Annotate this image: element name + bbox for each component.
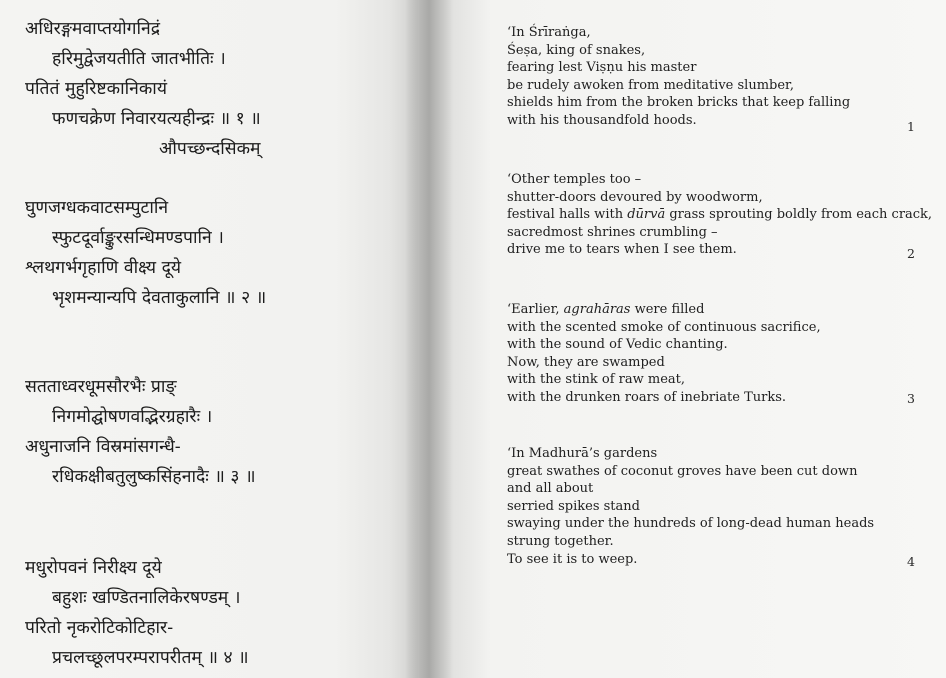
verse-number-3: 3 bbox=[907, 391, 915, 406]
english-verse-2-line bbox=[507, 206, 933, 224]
english-verse-1-line: with his thousandfold hoods. bbox=[507, 112, 697, 128]
sanskrit-verse-3-line-2: निगमोद्घोषणवद्भिरग्रहारैः । bbox=[52, 407, 213, 427]
english-verse-4-line: To see it is to weep. bbox=[507, 551, 638, 567]
english-verse-1-line: ‘In Śrīraṅga, bbox=[507, 25, 591, 40]
sanskrit-verse-1-line-2: हरिमुद्वेजयतीति जातभीतिः । bbox=[52, 49, 226, 69]
book-gutter bbox=[405, 0, 453, 678]
sanskrit-verse-3-line-4: रधिकक्षीबतुलुष्कसिंहनादैः ॥ ३ ॥ bbox=[52, 467, 256, 487]
verse-number-4: 4 bbox=[907, 554, 915, 569]
english-verse-4-line: and all about bbox=[507, 481, 594, 497]
english-verse-1-line: be rudely awoken from meditative slumber, bbox=[507, 77, 794, 93]
english-verse-1-line: shields him from the broken bricks that keep falling bbox=[507, 95, 851, 111]
sanskrit-verse-4-line-1: मधुरोपवनं निरीक्ष्य दूये bbox=[25, 558, 162, 578]
english-verse-4-line: serried spikes stand bbox=[507, 498, 640, 514]
english-verse-2-line: sacredmost shrines crumbling – bbox=[507, 224, 718, 240]
english-verse-1-line: Śeṣa, king of snakes, bbox=[507, 42, 646, 58]
sanskrit-verse-2-line-2: स्फुटदूर्वाङ्कुरसन्धिमण्डपानि । bbox=[52, 228, 224, 248]
english-verse-3-line: with the drunken roars of inebriate Turks. bbox=[507, 389, 787, 405]
english-verse-2-text: grass sprouting boldly from each crack, bbox=[665, 207, 933, 223]
sanskrit-verse-2-line-4: भृशमन्यान्यपि देवताकुलानि ॥ २ ॥ bbox=[52, 288, 267, 308]
sanskrit-verse-3-line-3: अधुनाजनि विस्रमांसगन्धै- bbox=[25, 437, 181, 457]
sanskrit-verse-4-line-2: बहुशः खण्डितनालिकेरषण्डम् । bbox=[52, 588, 241, 608]
english-verse-4 bbox=[507, 445, 917, 568]
english-verse-4-line: ‘In Madhurā’s gardens bbox=[507, 446, 658, 461]
sanskrit-verse-1-line-3: पतितं मुहुरिष्टकानिकायं bbox=[25, 79, 167, 99]
english-verse-2-line: drive me to tears when I see them. bbox=[507, 242, 737, 258]
sanskrit-verse-1-line-1: अधिरङ्गमवाप्तयोगनिद्रं bbox=[25, 19, 161, 39]
english-verse-3-line: with the sound of Vedic chanting. bbox=[507, 337, 728, 353]
english-verse-3-line bbox=[507, 301, 917, 319]
english-verse-2 bbox=[507, 171, 933, 259]
english-verse-3-line: Now, they are swamped bbox=[507, 354, 665, 370]
english-verse-2-line: ‘Other temples too – bbox=[507, 172, 642, 187]
english-verse-3-text: were filled bbox=[630, 302, 705, 317]
agraharas-italic-term: agrahāras bbox=[563, 302, 631, 317]
sanskrit-verse-1-line-4: फणचक्रेण निवारयत्यहीन्द्रः ॥ १ ॥ bbox=[52, 109, 261, 129]
verse-number-2: 2 bbox=[907, 246, 915, 261]
durva-italic-term: dūrvā bbox=[627, 207, 666, 223]
sanskrit-verse-4-line-4: प्रचलच्छूलपरम्परापरीतम् ॥ ४ ॥ bbox=[52, 648, 249, 668]
sanskrit-verse-2-line-1: घुणजग्धकवाटसम्पुटानि bbox=[25, 198, 169, 218]
english-verse-1-line: fearing lest Viṣṇu his master bbox=[507, 60, 697, 76]
english-verse-3 bbox=[507, 301, 917, 407]
english-verse-2-line: shutter-doors devoured by woodworm, bbox=[507, 189, 763, 205]
sanskrit-verse-3-line-1: सतताध्वरधूमसौरभैः प्राङ् bbox=[25, 377, 177, 397]
sanskrit-verse-4-line-3: परितो नृकरोटिकोटिहार- bbox=[25, 618, 174, 638]
english-verse-4-line: swaying under the hundreds of long-dead human heads bbox=[507, 516, 875, 532]
english-verse-3-line: with the stink of raw meat, bbox=[507, 372, 685, 388]
english-verse-1 bbox=[507, 24, 917, 130]
verse-number-1: 1 bbox=[907, 119, 915, 134]
english-verse-4-line: great swathes of coconut groves have been cut down bbox=[507, 463, 858, 479]
english-verse-3-text: ‘Earlier, bbox=[507, 302, 564, 317]
english-verse-3-line: with the scented smoke of continuous sacrifice, bbox=[507, 319, 821, 335]
sanskrit-meter-label: औपच्छन्दसिकम् bbox=[159, 139, 261, 159]
english-verse-2-text: festival halls with bbox=[507, 207, 628, 223]
english-verse-4-line: strung together. bbox=[507, 533, 614, 549]
sanskrit-verse-2-line-3: श्लथगर्भगृहाणि वीक्ष्य दूये bbox=[25, 258, 182, 278]
